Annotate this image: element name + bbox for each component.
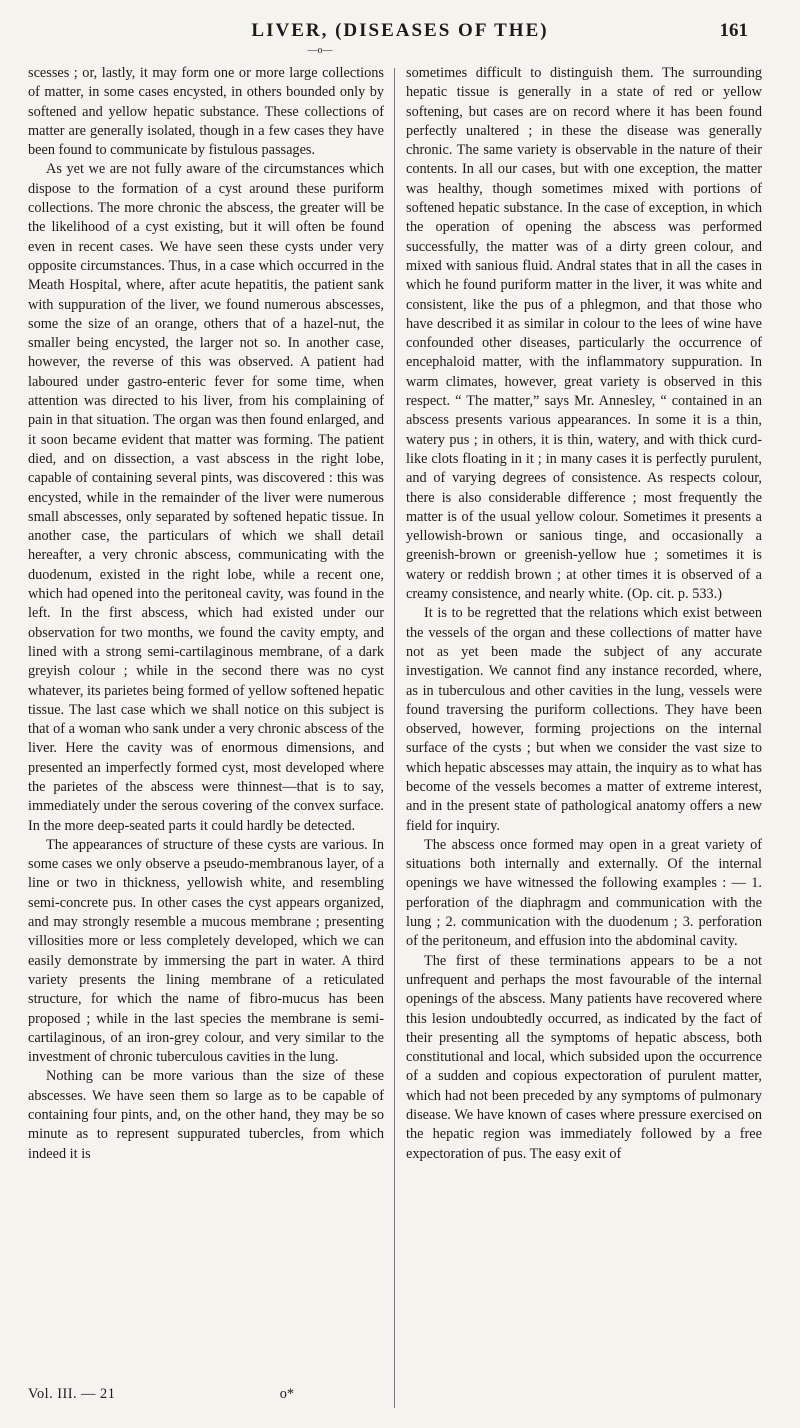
header-ornament: —o— [307,45,333,56]
paragraph: sometimes difficult to distinguish them. The surrounding hepatic tissue is generally in a state of red or yellow softening, but cases are on record where it has been found perfectly unaltered ; in these the disease was generally chronic. The same variety is observable in the nature of their contents. In all our cases, but with one exception, the matter was healthy, though sometimes mixed with portions of softened hepatic substance. In the case of exception, in which the operation of opening the abscess was performed successfully, the matter was of a dirty green colour, and mixed with sanious fluid. Andral states that in all the cases in which he found puriform matter in the liver, it was white and consistent, like the pus of a phlegmon, and that those who have described it as similar in colour to the lees of wine have confounded other diseases, particularly the occurrence of encephaloid matter, with the inflammatory suppuration. In warm climates, however, great variety is observed in this respect. “ The matter,” says Mr. Annesley, “ contained in an abscess presents various appearances. In some it is a thin, watery pus ; in others, it is thin, watery, and with thick curd-like clots floating in it ; in many cases it is perfectly purulent, and of varying degrees of consistence. As respects colour, there is also considerable difference ; most frequently the matter is of the usual yellow colour. Sometimes it presents a yellowish-brown or sanious tinge, and occasionally a greenish-brown or greenish-yellow hue ; sometimes it is watery or reddish brown ; at other times it is observed of a creamy consistence, and nearly white. (Op. cit. p. 533.) [406,65,762,603]
paragraph: The appearances of structure of these cysts are various. In some cases we only observe a pseudo-membranous layer, of a line or two in thickness, yellowish white, and resembling semi-concrete pus. In other cases the cyst appears organized, and may strongly resemble a mucous membrane ; presenting villosities more or less completely developed, which we can easily demonstrate by immersing the part in water. A third variety presents the lining membrane of a reticulated structure, for which the name of fibro-mucus has been proposed ; while in the last species the membrane is semi-cartilaginous, of an iron-grey colour, and very similar to the investment of chronic tuberculous cavities in the lung. [28,836,384,1066]
paragraph: scesses ; or, lastly, it may form one or more large collections of matter, in some cases encysted, in others bounded only by softened and yellow hepatic substance. These collections of matter are generally isolated, though in a few cases they have been found to communicate by fistulous passages. [28,65,384,159]
gathering-signature: o* [279,1386,294,1402]
paragraph: Nothing can be more various than the size of these abscesses. We have seen them so large as to be capable of containing four pints, and, on the other hand, they may be so minute as to represent suppurated tubercles, from which indeed it is [28,1068,384,1162]
paragraph: As yet we are not fully aware of the circumstances which dispose to the formation of a cyst around these puriform collections. The more chronic the abscess, the greater will be the likelihood of a cyst existing, but it will often be found even in recent cases. We have seen these cysts under very opposite circumstances. Thus, in a case which occurred in the Meath Hospital, where, after acute hepatitis, the patient sank with suppuration of the liver, we found numerous abscesses, some the size of an orange, others that of a hazel-nut, the smaller being encysted, the larger not so. In another case, however, the reverse of this was observed. A patient had laboured under gastro-enteric fever for some time, when attention was directed to his liver, from his complaining of pain in that situation. The organ was then found enlarged, and it soon became evident that matter was forming. The patient died, and on dissection, a vast abscess in the right lobe, capable of containing several pints, was discovered : this was encysted, while in the remainder of the liver were numerous small abscesses, only separated by softened hepatic tissue. In another case, the particulars of which we shall detail hereafter, a very chronic abscess, communicating with the duodenum, existed in the right lobe, while a recent one, which had opened into the peritoneal cavity, was found in the left. In the first abscess, which had existed under our observation for two months, we found the cavity empty, and lined with a strong semi-cartilaginous membrane, of a dark greyish colour ; while in the second there was no cyst whatever, its parietes being formed of yellow softened hepatic tissue. The last case which we shall notice on this subject is that of a woman who sank under a very chronic abscess of the liver. Here the cavity was of enormous dimensions, and presented an imperfectly formed cyst, most developed where the parietes of the abscess were thinnest—that is to say, immediately under the serous covering of the convex surface. In the more deep-seated parts it could hardly be detected. [28,161,384,834]
page-footer [28,1386,384,1403]
column-divider [394,68,395,1408]
page-number: 161 [719,20,748,41]
left-column [28,64,384,1164]
paragraph: The first of these terminations appears to be a not unfrequent and perhaps the most favourable of the internal openings of the abscess. Many patients have recovered where this lesion undoubtedly occurred, as indicated by the fact of their presenting all the symptoms of hepatic abscess, both constitutional and local, which subsided upon the occurrence of a sudden and copious expectoration of purulent matter, which had not been preceded by any symptoms of pulmonary disease. We have known of cases where pressure exercised on the hepatic region was immediately followed by a free expectoration of pus. The easy exit of [406,952,762,1162]
paragraph: It is to be regretted that the relations which exist between the vessels of the organ and these collections of matter have not as yet been made the subject of any accurate investigation. We cannot find any instance recorded, where, as in tuberculous and other cavities in the lung, vessels were found traversing the puriform collections. They have been observed, however, forming projections on the internal surface of the cysts ; but when we consider the vast size to which hepatic abscesses may attain, the inquiry as to what has become of the vessels becomes a matter of extreme interest, and in the present state of pathological anatomy offers a new field for inquiry. [406,605,762,834]
right-column [406,64,762,1164]
paragraph: The abscess once formed may open in a great variety of situations both internally and externally. Of the internal openings we have witnessed the following examples : — 1. perforation of the diaphragm and communication with the lung ; 2. communication with the duodenum ; 3. perforation of the peritoneum, and effusion into the abdominal cavity. [406,836,762,950]
running-head [0,20,800,42]
running-head-title: LIVER, (DISEASES OF THE) [251,20,549,41]
volume-signature: Vol. III. — 21 [28,1386,116,1402]
